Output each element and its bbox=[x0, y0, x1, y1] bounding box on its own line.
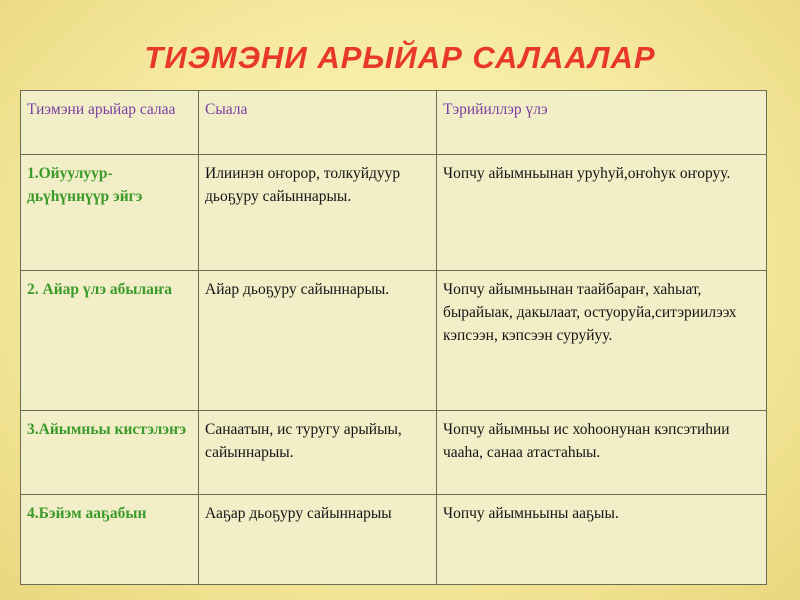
slide-title: ТИЭМЭНИ АРЫЙАР САЛААЛАР bbox=[144, 40, 656, 75]
direction-cell: 4.Бэйэм ааҕабын bbox=[21, 495, 199, 585]
goal-cell: Ааҕар дьоҕуру сайыннарыы bbox=[199, 495, 437, 585]
goal-cell: Илиинэн оҥорор, толкуйдуур дьоҕуру сайыннарыы. bbox=[199, 155, 437, 271]
goal-cell: Айар дьоҕуру сайыннарыы. bbox=[199, 271, 437, 411]
header-cell-goal: Сыала bbox=[199, 91, 437, 155]
direction-cell: 1.Ойуулуур-дьүһүннүүр эйгэ bbox=[21, 155, 199, 271]
direction-cell: 2. Айар үлэ абылаҥа bbox=[21, 271, 199, 411]
work-cell: Чопчу айымньыны ааҕыы. bbox=[437, 495, 767, 585]
direction-cell: 3.Айымньы кистэлэҥэ bbox=[21, 411, 199, 495]
goal-cell: Санаатын, ис туругу арыйыы, сайыннарыы. bbox=[199, 411, 437, 495]
work-cell: Чопчу айымньы ис хоһоонунан кэпсэтиһии чааһа, санаа атастаһыы. bbox=[437, 411, 767, 495]
header-cell-work: Тэрийиллэр үлэ bbox=[437, 91, 767, 155]
table-row bbox=[21, 495, 767, 585]
table-row bbox=[21, 411, 767, 495]
activity-table bbox=[20, 90, 767, 585]
header-cell-direction: Тиэмэни арыйар салаа bbox=[21, 91, 199, 155]
table-header-row bbox=[21, 91, 767, 155]
work-cell: Чопчу айымньынан таайбараҥ, хаһыат, бырайыак, дакылаат, остуоруйа,ситэриилээх кэпсээн, кэпсээн суруйуу. bbox=[437, 271, 767, 411]
table-row bbox=[21, 271, 767, 411]
table-row bbox=[21, 155, 767, 271]
work-cell: Чопчу айымньынан уруһуй,оҥоһук оҥоруу. bbox=[437, 155, 767, 271]
